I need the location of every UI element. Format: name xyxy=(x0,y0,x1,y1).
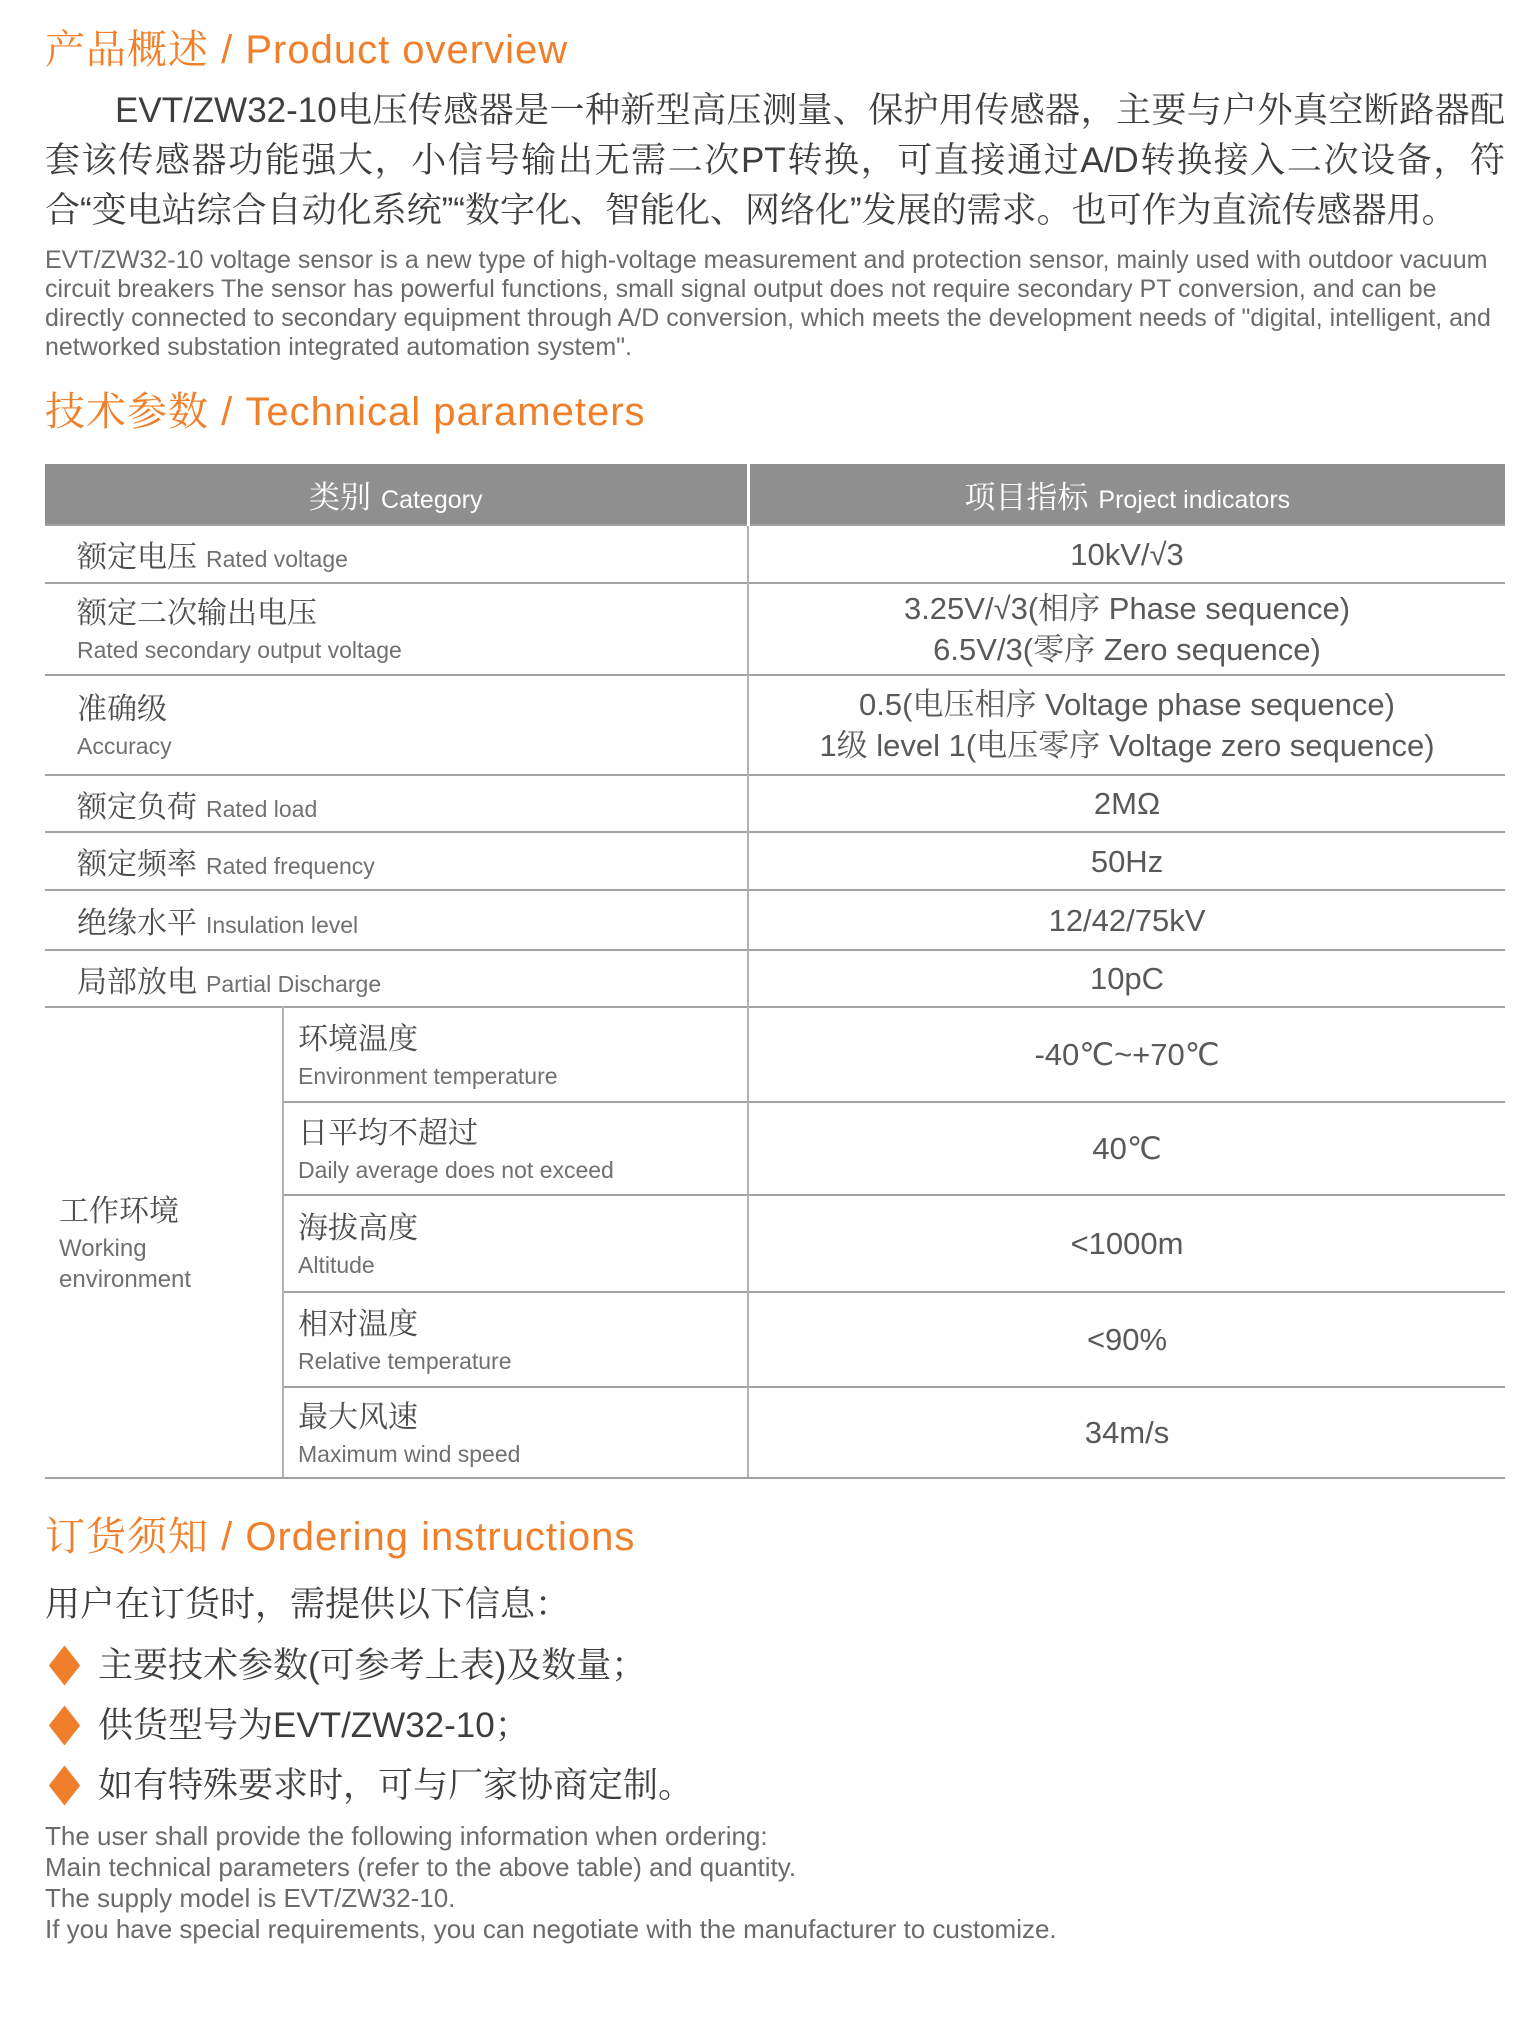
value-text: <90% xyxy=(1086,1322,1168,1357)
indicators-header-en: Project indicators xyxy=(1098,485,1291,514)
subcategory-zh: 海拔高度 xyxy=(298,1211,418,1245)
category-zh: 局部放电 xyxy=(77,965,197,999)
parameters-table xyxy=(45,464,1505,1479)
category-header-zh: 类别 xyxy=(309,479,372,515)
subcategory-en: Altitude xyxy=(298,1251,375,1278)
list-item xyxy=(45,1762,1506,1809)
category-zh: 绝缘水平 xyxy=(77,907,197,940)
subcategory-zh: 最大风速 xyxy=(298,1400,418,1434)
subcategory-cell xyxy=(283,1007,748,1102)
note-line: Main technical parameters (refer to the above table) and quantity. xyxy=(45,1852,797,1882)
indicators-header-zh: 项目指标 xyxy=(964,479,1089,515)
subcategory-en: Maximum wind speed xyxy=(298,1440,521,1467)
ordering-bullet-list xyxy=(45,1642,1506,1809)
value-text: 12/42/75kV xyxy=(1048,902,1206,938)
category-en: Rated frequency xyxy=(206,853,375,879)
subcategory-cell xyxy=(283,1102,748,1195)
value-text: 50Hz xyxy=(1090,843,1164,879)
table-row xyxy=(45,525,1505,583)
category-zh: 额定频率 xyxy=(77,848,197,881)
value-cell xyxy=(748,950,1505,1007)
value-cell xyxy=(748,1387,1505,1478)
value-cell xyxy=(748,775,1505,832)
category-header-cell xyxy=(45,464,748,525)
value-text: 6.5V/3(零序 Zero sequence) xyxy=(933,632,1321,667)
category-en: Rated secondary output voltage xyxy=(77,637,402,663)
table-row xyxy=(45,583,1505,675)
value-text: 2MΩ xyxy=(1093,786,1161,821)
parameters-heading: 技术参数 / Technical parameters xyxy=(45,390,646,434)
subcategory-zh: 相对温度 xyxy=(298,1307,418,1341)
ordering-notes xyxy=(45,1821,1506,1945)
value-text: 40℃ xyxy=(1092,1131,1162,1166)
category-cell xyxy=(45,775,748,832)
table-header-row xyxy=(45,464,1505,525)
subcategory-cell xyxy=(283,1387,748,1478)
subcategory-cell xyxy=(283,1195,748,1292)
subcategory-zh: 环境温度 xyxy=(298,1022,418,1056)
bullet-text: 如有特殊要求时，可与厂家协商定制。 xyxy=(98,1766,694,1805)
bullet-text: 主要技术参数(可参考上表)及数量； xyxy=(98,1646,647,1685)
category-cell xyxy=(45,832,748,890)
table-row xyxy=(45,775,1505,832)
table-row xyxy=(45,890,1505,950)
value-text: 1级 level 1(电压零序 Voltage zero sequence) xyxy=(819,728,1435,763)
value-cell xyxy=(748,890,1505,950)
working-environment-zh: 工作环境 xyxy=(59,1194,179,1228)
diamond-icon xyxy=(49,1765,80,1805)
diamond-icon xyxy=(49,1705,80,1745)
bullet-text: 供货型号为EVT/ZW32-10； xyxy=(98,1706,530,1745)
working-environment-cell xyxy=(45,1007,283,1478)
value-cell xyxy=(748,675,1505,775)
value-cell xyxy=(748,525,1505,583)
category-cell xyxy=(45,675,748,775)
value-cell xyxy=(748,1292,1505,1387)
category-cell xyxy=(45,583,748,675)
list-item xyxy=(45,1702,1506,1749)
category-zh: 额定电压 xyxy=(77,541,197,574)
category-en: Partial Discharge xyxy=(206,970,382,997)
value-text: -40℃~+70℃ xyxy=(1034,1037,1220,1072)
category-en: Rated load xyxy=(206,795,318,822)
table-row xyxy=(45,675,1505,775)
category-cell xyxy=(45,525,748,583)
note-line: If you have special requirements, you can negotiate with the manufacturer to customize. xyxy=(45,1914,1057,1944)
category-en: Insulation level xyxy=(206,912,359,938)
note-line: The user shall provide the following information when ordering: xyxy=(45,1821,768,1851)
list-item xyxy=(45,1642,1506,1689)
category-en: Rated voltage xyxy=(206,546,348,572)
value-text: 3.25V/√3(相序 Phase sequence) xyxy=(903,591,1351,626)
category-zh: 额定二次输出电压 xyxy=(77,597,317,630)
subcategory-en: Daily average does not exceed xyxy=(298,1156,614,1183)
indicators-header-cell xyxy=(748,464,1505,525)
value-cell xyxy=(748,1007,1505,1102)
ordering-heading: 订货须知 / Ordering instructions xyxy=(45,1515,636,1559)
subcategory-zh: 日平均不超过 xyxy=(298,1116,478,1150)
subcategory-cell xyxy=(283,1292,748,1387)
value-cell xyxy=(748,583,1505,675)
category-cell xyxy=(45,950,748,1007)
table-row xyxy=(45,832,1505,890)
category-zh: 额定负荷 xyxy=(77,790,197,824)
table-row xyxy=(45,1007,1505,1102)
value-text: 10pC xyxy=(1089,961,1165,996)
working-environment-en: Working environment xyxy=(59,1234,192,1293)
category-cell xyxy=(45,890,748,950)
overview-paragraph-zh: EVT/ZW32-10电压传感器是一种新型高压测量、保护用传感器，主要与户外真空断路器配套该传感器功能强大，小信号输出无需二次PT转换，可直接通过A/D转换接入二次设备，符合“变电站综合自动化系统”“数字化、智能化、网络化”发展的需求。也可作为直流传感器用。 xyxy=(45,91,1505,230)
category-header-en: Category xyxy=(381,485,483,514)
value-text: <1000m xyxy=(1070,1226,1184,1261)
value-cell xyxy=(748,1195,1505,1292)
overview-paragraph-en: EVT/ZW32-10 voltage sensor is a new type of high-voltage measurement and protection sensor, mainly used with outdoor vacuum circuit breakers The sensor has powerful functions, small signal output does not require secondary PT conversion, and can be directly connected to secondary equipment through A/D conversion, which meets the development needs of "digital, intelligent, and networked substation integrated automation system". xyxy=(45,246,1491,361)
value-text: 34m/s xyxy=(1084,1415,1170,1450)
subcategory-en: Environment temperature xyxy=(298,1062,558,1089)
ordering-intro: 用户在订货时，需提供以下信息： xyxy=(45,1585,571,1624)
value-cell xyxy=(748,832,1505,890)
value-text: 10kV/√3 xyxy=(1070,536,1184,572)
table-row xyxy=(45,950,1505,1007)
diamond-icon xyxy=(49,1645,80,1685)
note-line: The supply model is EVT/ZW32-10. xyxy=(45,1883,456,1913)
category-zh: 准确级 xyxy=(77,693,167,726)
category-en: Accuracy xyxy=(77,733,172,759)
value-text: 0.5(电压相序 Voltage phase sequence) xyxy=(859,687,1395,722)
subcategory-en: Relative temperature xyxy=(298,1347,512,1374)
overview-heading: 产品概述 / Product overview xyxy=(45,28,569,72)
value-cell xyxy=(748,1102,1505,1195)
